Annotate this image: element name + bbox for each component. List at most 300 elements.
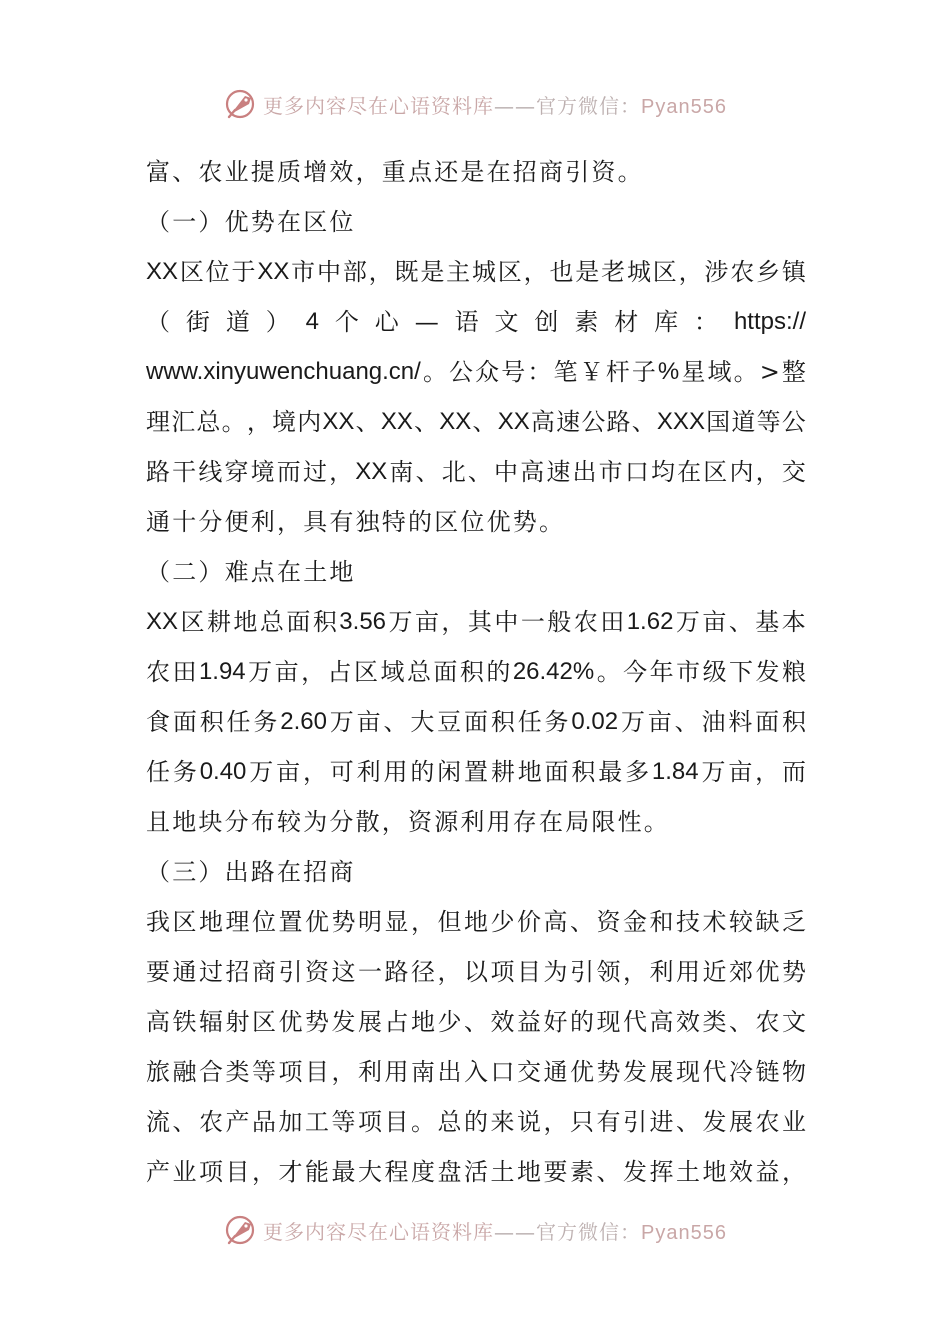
text-glyph: 食: [146, 708, 170, 736]
text-glyph: ，: [523, 258, 548, 286]
text-glyph: 在: [677, 458, 702, 486]
text-glyph: 效: [490, 1008, 515, 1036]
text-glyph: 这: [331, 958, 356, 986]
text-glyph: 目: [225, 1158, 250, 1186]
text-glyph: 其: [467, 608, 492, 636]
text-line: [146, 597, 806, 647]
text-glyph: 通: [543, 1058, 568, 1086]
text-glyph: 既: [394, 258, 419, 286]
text-glyph: 面: [172, 708, 197, 736]
text-glyph: 1.62: [626, 608, 674, 635]
text-glyph: 田: [172, 658, 197, 686]
text-glyph: 大: [358, 1158, 382, 1186]
text-glyph: 现: [596, 1008, 621, 1036]
text-glyph: 发: [623, 1058, 647, 1086]
text-glyph: 土: [490, 1158, 515, 1186]
text-glyph: XX: [146, 608, 179, 635]
text-glyph: 任: [517, 708, 542, 736]
text-glyph: 物: [782, 1058, 806, 1086]
text-glyph: 产: [146, 1158, 170, 1186]
text-glyph: 万: [701, 758, 726, 786]
text-glyph: 优: [305, 908, 329, 936]
text-glyph: 务: [253, 708, 278, 736]
text-glyph: 基: [755, 608, 780, 636]
text-glyph: 、: [464, 1008, 488, 1036]
text-glyph: 积: [490, 708, 515, 736]
text-glyph: 资: [305, 958, 329, 986]
document-body: [146, 147, 806, 1197]
text-glyph: 可: [329, 758, 354, 786]
text-glyph: 中: [494, 458, 519, 486]
text-glyph: 众: [475, 358, 500, 386]
text-glyph: 利: [649, 958, 674, 986]
text-glyph: 引: [278, 958, 303, 986]
text-glyph: 、: [676, 1108, 700, 1136]
text-glyph: 用: [384, 1058, 409, 1086]
text-glyph: 领: [596, 958, 621, 986]
text-glyph: 创: [534, 308, 559, 336]
text-glyph: 0.02: [571, 708, 619, 735]
text-glyph: 口: [490, 1058, 515, 1086]
text-glyph: 出: [437, 1058, 462, 1086]
text-glyph: 路: [384, 958, 409, 986]
text-glyph: ，: [302, 758, 327, 786]
text-glyph: ）: [265, 308, 290, 336]
text-glyph: 公: [781, 408, 806, 436]
text-glyph: 利: [358, 1058, 382, 1086]
text-glyph: 高: [543, 908, 568, 936]
text-glyph: 交: [781, 458, 806, 486]
text-glyph: 乡: [756, 258, 781, 286]
text-glyph: 总: [259, 608, 284, 636]
text-glyph: 亩: [274, 658, 299, 686]
text-glyph: 路: [606, 408, 631, 436]
text-glyph: 地: [199, 908, 223, 936]
text-glyph: 势: [331, 908, 356, 936]
text-glyph: 明: [358, 908, 382, 936]
text-glyph: 地: [702, 1158, 727, 1186]
text-glyph: 展: [358, 1008, 382, 1036]
text-glyph: 理: [146, 408, 170, 436]
text-glyph: 万: [329, 708, 354, 736]
text-glyph: 市: [676, 658, 701, 686]
text-glyph: 区: [703, 458, 728, 486]
text-glyph: ￥: [579, 358, 604, 386]
text-glyph: 、: [355, 408, 380, 436]
text-line: [146, 247, 806, 297]
text-glyph: 置: [278, 908, 303, 936]
text-glyph: 融: [172, 1058, 197, 1086]
watermark-footer: [0, 1208, 950, 1252]
text-glyph: 杆: [605, 358, 630, 386]
text-glyph: 等: [756, 408, 781, 436]
text-glyph: 中: [317, 258, 341, 286]
text-glyph: 。: [733, 358, 758, 386]
text-glyph: 农: [199, 1108, 223, 1136]
text-glyph: 任: [226, 708, 251, 736]
text-glyph: 区: [252, 1008, 276, 1036]
text-glyph: 26.42%: [512, 658, 595, 685]
text-glyph: 级: [702, 658, 727, 686]
text-glyph: 笔: [553, 358, 578, 386]
text-glyph: 面: [464, 708, 488, 736]
text-glyph: 最: [331, 1158, 356, 1186]
text-glyph: 面: [544, 758, 569, 786]
text-glyph: 境: [272, 408, 297, 436]
text-glyph: 缺: [755, 908, 780, 936]
text-glyph: 。: [596, 658, 621, 686]
watermark-dash: ——: [494, 93, 537, 118]
text-glyph: 射: [225, 1008, 250, 1036]
text-glyph: 活: [464, 1158, 488, 1186]
text-glyph: 4: [305, 308, 319, 335]
text-glyph: 发: [755, 658, 780, 686]
text-glyph: XX: [439, 408, 472, 435]
text-glyph: 油: [701, 708, 726, 736]
text-glyph: 位: [252, 908, 276, 936]
text-glyph: 域: [707, 358, 732, 386]
text-glyph: 大: [410, 708, 435, 736]
text-glyph: 今: [623, 658, 648, 686]
text-glyph: 文: [782, 1008, 806, 1036]
text-glyph: 面: [755, 708, 780, 736]
text-glyph: 占: [384, 1008, 409, 1036]
text-glyph: 素: [570, 1158, 594, 1186]
text-glyph: 较: [729, 908, 753, 936]
text-glyph: 区: [172, 908, 197, 936]
text-glyph: 务: [172, 758, 197, 786]
text-line: [146, 947, 806, 997]
text-glyph: 城: [471, 258, 496, 286]
text-glyph: 。: [411, 1108, 435, 1136]
text-glyph: 为: [543, 958, 568, 986]
text-glyph: 是: [575, 258, 600, 286]
text-glyph: 最: [598, 758, 623, 786]
text-glyph: ，: [246, 408, 271, 436]
text-glyph: 的: [486, 658, 511, 686]
text-glyph: 代: [623, 1008, 647, 1036]
text-glyph: 代: [702, 1058, 727, 1086]
text-glyph: 万: [388, 608, 413, 636]
text-glyph: 益: [517, 1008, 541, 1036]
text-glyph: 整: [781, 358, 806, 386]
text-glyph: 、: [414, 408, 439, 436]
text-glyph: 1.94: [198, 658, 246, 685]
text-glyph: 农: [755, 1108, 780, 1136]
text-glyph: ，: [623, 958, 647, 986]
text-glyph: 、: [467, 458, 492, 486]
text-glyph: XX: [322, 408, 355, 435]
text-glyph: 1.84: [651, 758, 699, 785]
text-glyph: 万: [675, 608, 700, 636]
text-glyph: 万: [248, 658, 273, 686]
text-glyph: 一: [520, 608, 545, 636]
text-glyph: XX: [497, 408, 530, 435]
text-glyph: 过: [199, 958, 223, 986]
text-glyph: 势: [782, 958, 806, 986]
text-glyph: 道: [731, 408, 756, 436]
text-glyph: 的: [570, 1008, 594, 1036]
text-glyph: 、: [631, 408, 656, 436]
text-glyph: 积: [459, 658, 484, 686]
text-glyph: 0.40: [199, 758, 247, 785]
text-glyph: 区: [180, 608, 205, 636]
text-glyph: 效: [729, 1158, 753, 1186]
text-glyph: 材: [614, 308, 639, 336]
text-glyph: ，: [437, 958, 462, 986]
text-glyph: XX: [380, 408, 413, 435]
text-glyph: 来: [490, 1108, 515, 1136]
text-glyph: 才: [278, 1158, 303, 1186]
text-glyph: 老: [601, 258, 626, 286]
text-glyph: 挥: [649, 1158, 674, 1186]
text-glyph: 而: [276, 458, 301, 486]
text-glyph: 占: [327, 658, 352, 686]
text-glyph: 品: [252, 1108, 276, 1136]
text-glyph: 地: [464, 908, 488, 936]
text-glyph: 本: [781, 608, 806, 636]
text-glyph: 积: [571, 758, 596, 786]
text-glyph: 心: [374, 308, 399, 336]
text-glyph: 3.56: [339, 608, 387, 635]
text-glyph: 合: [199, 1058, 223, 1086]
text-glyph: 置: [464, 758, 488, 786]
text-glyph: 万: [249, 758, 274, 786]
text-glyph: 铁: [172, 1008, 197, 1036]
text-glyph: 入: [464, 1058, 488, 1086]
text-glyph: 展: [729, 1108, 753, 1136]
text-glyph: ，: [368, 258, 393, 286]
text-glyph: 郊: [729, 958, 753, 986]
text-glyph: 项: [278, 1058, 303, 1086]
text-glyph: 引: [623, 1108, 647, 1136]
text-glyph: 要: [543, 1158, 568, 1186]
text-glyph: 加: [278, 1108, 303, 1136]
text-glyph: 度: [411, 1158, 435, 1186]
text-glyph: 引: [570, 958, 594, 986]
text-glyph: 高: [146, 1008, 170, 1036]
text-glyph: 亩: [356, 708, 381, 736]
text-glyph: 旅: [146, 1058, 170, 1086]
text-glyph: 积: [782, 708, 806, 736]
pen-nib-logo-icon: [223, 1212, 259, 1248]
text-glyph: 区: [497, 258, 522, 286]
text-line: [146, 447, 806, 497]
text-glyph: 农: [730, 258, 755, 286]
text-glyph: 用: [676, 958, 700, 986]
watermark-text: 更多内容尽在心语资料库: [263, 93, 495, 118]
text-glyph: 和: [649, 908, 674, 936]
text-glyph: 豆: [437, 708, 462, 736]
text-glyph: 、: [674, 708, 699, 736]
text-glyph: 语: [454, 308, 479, 336]
text-glyph: 高: [649, 1008, 674, 1036]
text-line: [146, 297, 806, 347]
text-glyph: 、: [415, 458, 440, 486]
text-glyph: 面: [433, 658, 458, 686]
text-glyph: 亩: [702, 608, 727, 636]
text-glyph: —: [414, 308, 439, 336]
text-glyph: 街: [185, 308, 210, 336]
text-glyph: 利: [356, 758, 381, 786]
text-glyph: 、: [172, 1108, 197, 1136]
text-glyph: 境: [250, 458, 275, 486]
text-line: [146, 997, 806, 1047]
text-glyph: 田: [600, 608, 625, 636]
text-line: [146, 747, 806, 797]
text-glyph: 只: [570, 1108, 594, 1136]
text-glyph: 总: [196, 408, 221, 436]
text-line: 且地块分布较为分散，资源利用存在局限性。: [146, 808, 670, 836]
text-glyph: 镇: [781, 258, 806, 286]
text-glyph: 要: [146, 958, 170, 986]
text-glyph: 亩: [414, 608, 439, 636]
text-glyph: 总: [437, 1108, 462, 1136]
text-glyph: 理: [225, 908, 250, 936]
text-glyph: 能: [305, 1158, 329, 1186]
text-glyph: 说: [517, 1108, 541, 1136]
text-glyph: 而: [782, 758, 806, 786]
text-glyph: 总: [406, 658, 431, 686]
text-glyph: ，: [331, 1058, 356, 1086]
text-glyph: 、: [570, 908, 594, 936]
text-glyph: 用: [383, 758, 408, 786]
text-glyph: 号: [501, 358, 526, 386]
text-glyph: 、: [472, 408, 497, 436]
text-glyph: 项: [490, 958, 515, 986]
text-glyph: 等: [252, 1058, 276, 1086]
text-glyph: 亩: [276, 758, 301, 786]
text-line: [146, 647, 806, 697]
text-glyph: 般: [547, 608, 572, 636]
text-glyph: 城: [626, 258, 651, 286]
watermark-text: 更多内容尽在心语资料库: [263, 1219, 495, 1244]
text-glyph: 耕: [490, 758, 515, 786]
text-glyph: 区: [179, 258, 204, 286]
pen-nib-logo-icon: [223, 86, 259, 122]
text-line: [146, 897, 806, 947]
text-glyph: 内: [297, 408, 322, 436]
text-glyph: 产: [225, 1108, 250, 1136]
text-glyph: 下: [729, 658, 754, 686]
text-glyph: 。: [422, 358, 447, 386]
watermark-header: [0, 82, 950, 126]
text-glyph: 地: [517, 1158, 541, 1186]
text-glyph: 高: [520, 458, 545, 486]
text-glyph: 任: [146, 758, 170, 786]
text-glyph: ，: [301, 658, 326, 686]
text-glyph: 是: [420, 258, 445, 286]
text-glyph: 目: [517, 958, 541, 986]
text-glyph: 域: [380, 658, 405, 686]
text-glyph: 我: [146, 908, 170, 936]
text-glyph: 业: [782, 1108, 806, 1136]
text-glyph: 位: [205, 258, 230, 286]
text-glyph: 少: [490, 908, 515, 936]
text-glyph: 商: [252, 958, 276, 986]
text-glyph: 速: [546, 458, 571, 486]
text-glyph: ，: [678, 258, 703, 286]
text-glyph: 库: [654, 308, 679, 336]
text-glyph: 现: [676, 1058, 700, 1086]
text-glyph: 闲: [437, 758, 462, 786]
text-glyph: 显: [384, 908, 409, 936]
text-glyph: 速: [556, 408, 581, 436]
text-glyph: 主: [446, 258, 471, 286]
text-glyph: 工: [305, 1108, 329, 1136]
text-glyph: 素: [574, 308, 599, 336]
text-glyph: 北: [441, 458, 466, 486]
text-glyph: 汇: [171, 408, 196, 436]
text-glyph: 农: [573, 608, 598, 636]
text-glyph: %: [657, 358, 680, 385]
text-glyph: 2.60: [280, 708, 327, 735]
text-glyph: 资: [596, 908, 621, 936]
text-glyph: 路: [146, 458, 170, 486]
text-glyph: 但: [437, 908, 462, 936]
text-line: [146, 347, 806, 397]
text-glyph: 年: [649, 658, 674, 686]
text-glyph: 优: [570, 1058, 594, 1086]
text-glyph: 冷: [729, 1058, 753, 1086]
text-line: [146, 1097, 806, 1147]
text-glyph: 、: [383, 708, 408, 736]
text-glyph: ，: [441, 608, 466, 636]
text-glyph: 效: [676, 1008, 700, 1036]
text-glyph: 多: [625, 758, 650, 786]
text-glyph: https://: [733, 308, 806, 335]
text-glyph: 目: [305, 1058, 329, 1086]
text-glyph: 南: [411, 1058, 435, 1086]
text-glyph: 个: [334, 308, 359, 336]
text-glyph: 、: [728, 608, 753, 636]
text-glyph: 乏: [782, 908, 806, 936]
text-glyph: 线: [198, 458, 223, 486]
text-glyph: 近: [702, 958, 727, 986]
text-line: [146, 697, 806, 747]
text-glyph: 积: [199, 708, 224, 736]
text-glyph: 土: [676, 1158, 700, 1186]
text-glyph: ，: [411, 908, 435, 936]
watermark-wechat-id: Pyan556: [641, 1221, 727, 1244]
text-glyph: ：: [527, 358, 552, 386]
text-glyph: 势: [596, 1058, 621, 1086]
text-glyph: 好: [543, 1008, 568, 1036]
text-glyph: XX: [355, 458, 388, 485]
text-glyph: 地: [233, 608, 258, 636]
text-glyph: 项: [199, 1158, 223, 1186]
text-glyph: ，: [329, 458, 354, 486]
text-glyph: 亩: [647, 708, 672, 736]
text-glyph: 金: [623, 908, 647, 936]
text-glyph: 口: [624, 458, 649, 486]
text-glyph: 南: [389, 458, 414, 486]
text-glyph: 势: [305, 1008, 329, 1036]
text-glyph: 少: [437, 1008, 462, 1036]
text-glyph: 耕: [206, 608, 231, 636]
text-glyph: ，: [755, 458, 780, 486]
text-glyph: 、: [729, 1008, 753, 1036]
text-glyph: ，: [755, 758, 780, 786]
text-glyph: 星: [681, 358, 706, 386]
text-glyph: 亩: [728, 758, 753, 786]
text-glyph: 干: [172, 458, 197, 486]
text-glyph: 的: [464, 1108, 488, 1136]
text-glyph: 地: [411, 1008, 435, 1036]
text-line: （一）优势在区位: [146, 208, 356, 236]
text-glyph: 发: [331, 1008, 356, 1036]
watermark-wechat-label: 官方微信：: [536, 93, 642, 118]
